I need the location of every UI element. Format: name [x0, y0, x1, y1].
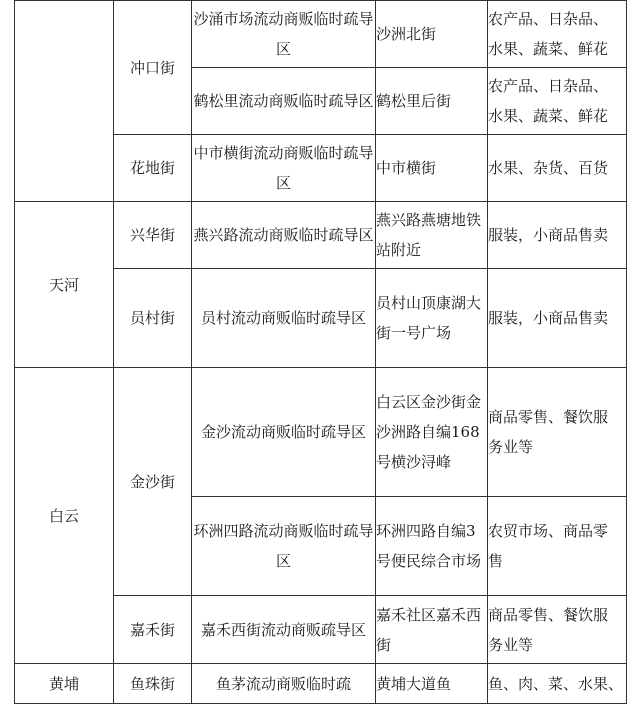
district-cell-empty — [15, 1, 114, 202]
street-cell: 员村街 — [114, 269, 192, 368]
location-cell: 环洲四路自编3号便民综合市场 — [376, 497, 488, 596]
street-cell: 鱼珠街 — [114, 664, 192, 704]
location-cell: 员村山顶康湖大街一号广场 — [376, 269, 488, 368]
area-name-cell: 金沙流动商贩临时疏导区 — [192, 368, 376, 497]
location-cell: 燕兴路燕塘地铁站附近 — [376, 202, 488, 269]
area-name-cell: 中市横街流动商贩临时疏导区 — [192, 135, 376, 202]
street-cell: 花地街 — [114, 135, 192, 202]
area-name-cell: 员村流动商贩临时疏导区 — [192, 269, 376, 368]
table-row — [15, 202, 627, 269]
area-name-cell: 环洲四路流动商贩临时疏导区 — [192, 497, 376, 596]
street-cell: 兴华街 — [114, 202, 192, 269]
location-cell: 鹤松里后街 — [376, 68, 488, 135]
vendor-zones-table — [14, 0, 627, 704]
street-cell: 冲口街 — [114, 1, 192, 135]
items-cell: 农产品、日杂品、 水果、蔬菜、鲜花 — [488, 68, 627, 135]
items-cell: 商品零售、餐饮服 务业等 — [488, 368, 627, 497]
location-cell: 沙洲北街 — [376, 1, 488, 68]
location-cell: 嘉禾社区嘉禾西街 — [376, 596, 488, 664]
items-cell: 农贸市场、商品零 售 — [488, 497, 627, 596]
items-cell: 水果、杂货、百货 — [488, 135, 627, 202]
location-cell: 白云区金沙街金沙洲路自编168号横沙浔峰 — [376, 368, 488, 497]
items-cell: 服装，小商品售卖 — [488, 269, 627, 368]
location-cell: 中市横街 — [376, 135, 488, 202]
table-row — [15, 368, 627, 497]
district-cell: 黄埔 — [15, 664, 114, 704]
street-cell: 嘉禾街 — [114, 596, 192, 664]
items-cell: 商品零售、餐饮服 务业等 — [488, 596, 627, 664]
table-row — [15, 1, 627, 68]
items-cell: 农产品、日杂品、 水果、蔬菜、鲜花 — [488, 1, 627, 68]
district-cell: 天河 — [15, 202, 114, 368]
area-name-cell: 鹤松里流动商贩临时疏导区 — [192, 68, 376, 135]
items-cell: 鱼、肉、菜、水果、 — [488, 664, 627, 704]
location-cell: 黄埔大道鱼 — [376, 664, 488, 704]
district-cell: 白云 — [15, 368, 114, 664]
items-cell: 服装，小商品售卖 — [488, 202, 627, 269]
area-name-cell: 鱼茅流动商贩临时疏 — [192, 664, 376, 704]
table-row — [15, 664, 627, 704]
area-name-cell: 燕兴路流动商贩临时疏导区 — [192, 202, 376, 269]
area-name-cell: 沙涌市场流动商贩临时疏导区 — [192, 1, 376, 68]
street-cell: 金沙街 — [114, 368, 192, 596]
area-name-cell: 嘉禾西街流动商贩疏导区 — [192, 596, 376, 664]
